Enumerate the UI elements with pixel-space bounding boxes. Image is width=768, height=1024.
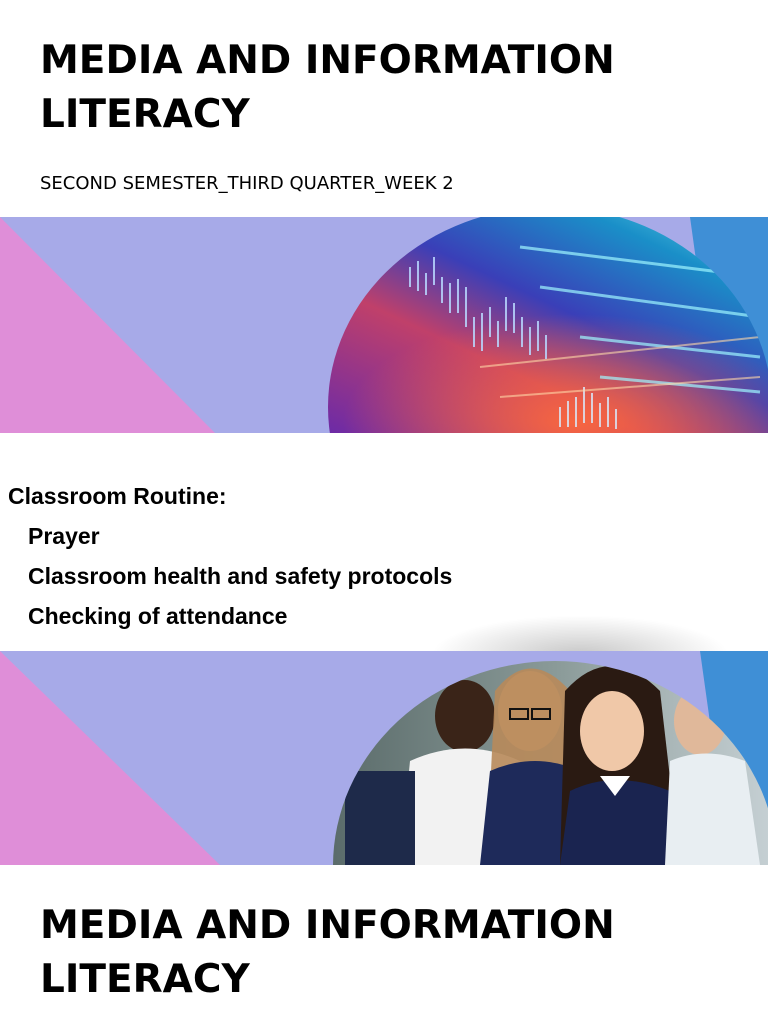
financial-chart-photo-icon <box>0 217 768 433</box>
list-item: Classroom health and safety protocols <box>28 563 453 589</box>
decorative-shadow <box>430 615 730 655</box>
banner-students <box>0 651 768 865</box>
banner-chart <box>0 217 768 433</box>
page-title-repeat: MEDIA AND INFORMATION LITERACY <box>40 903 615 1002</box>
students-reading-photo-icon <box>0 651 768 865</box>
subtitle: SECOND SEMESTER_THIRD QUARTER_WEEK 2 <box>40 173 454 194</box>
routine-heading: Classroom Routine: <box>8 483 227 509</box>
page-title: MEDIA AND INFORMATION LITERACY <box>40 38 615 137</box>
classroom-routine <box>8 476 748 636</box>
list-item: Prayer <box>28 523 100 549</box>
list-item: Checking of attendance <box>28 603 288 629</box>
